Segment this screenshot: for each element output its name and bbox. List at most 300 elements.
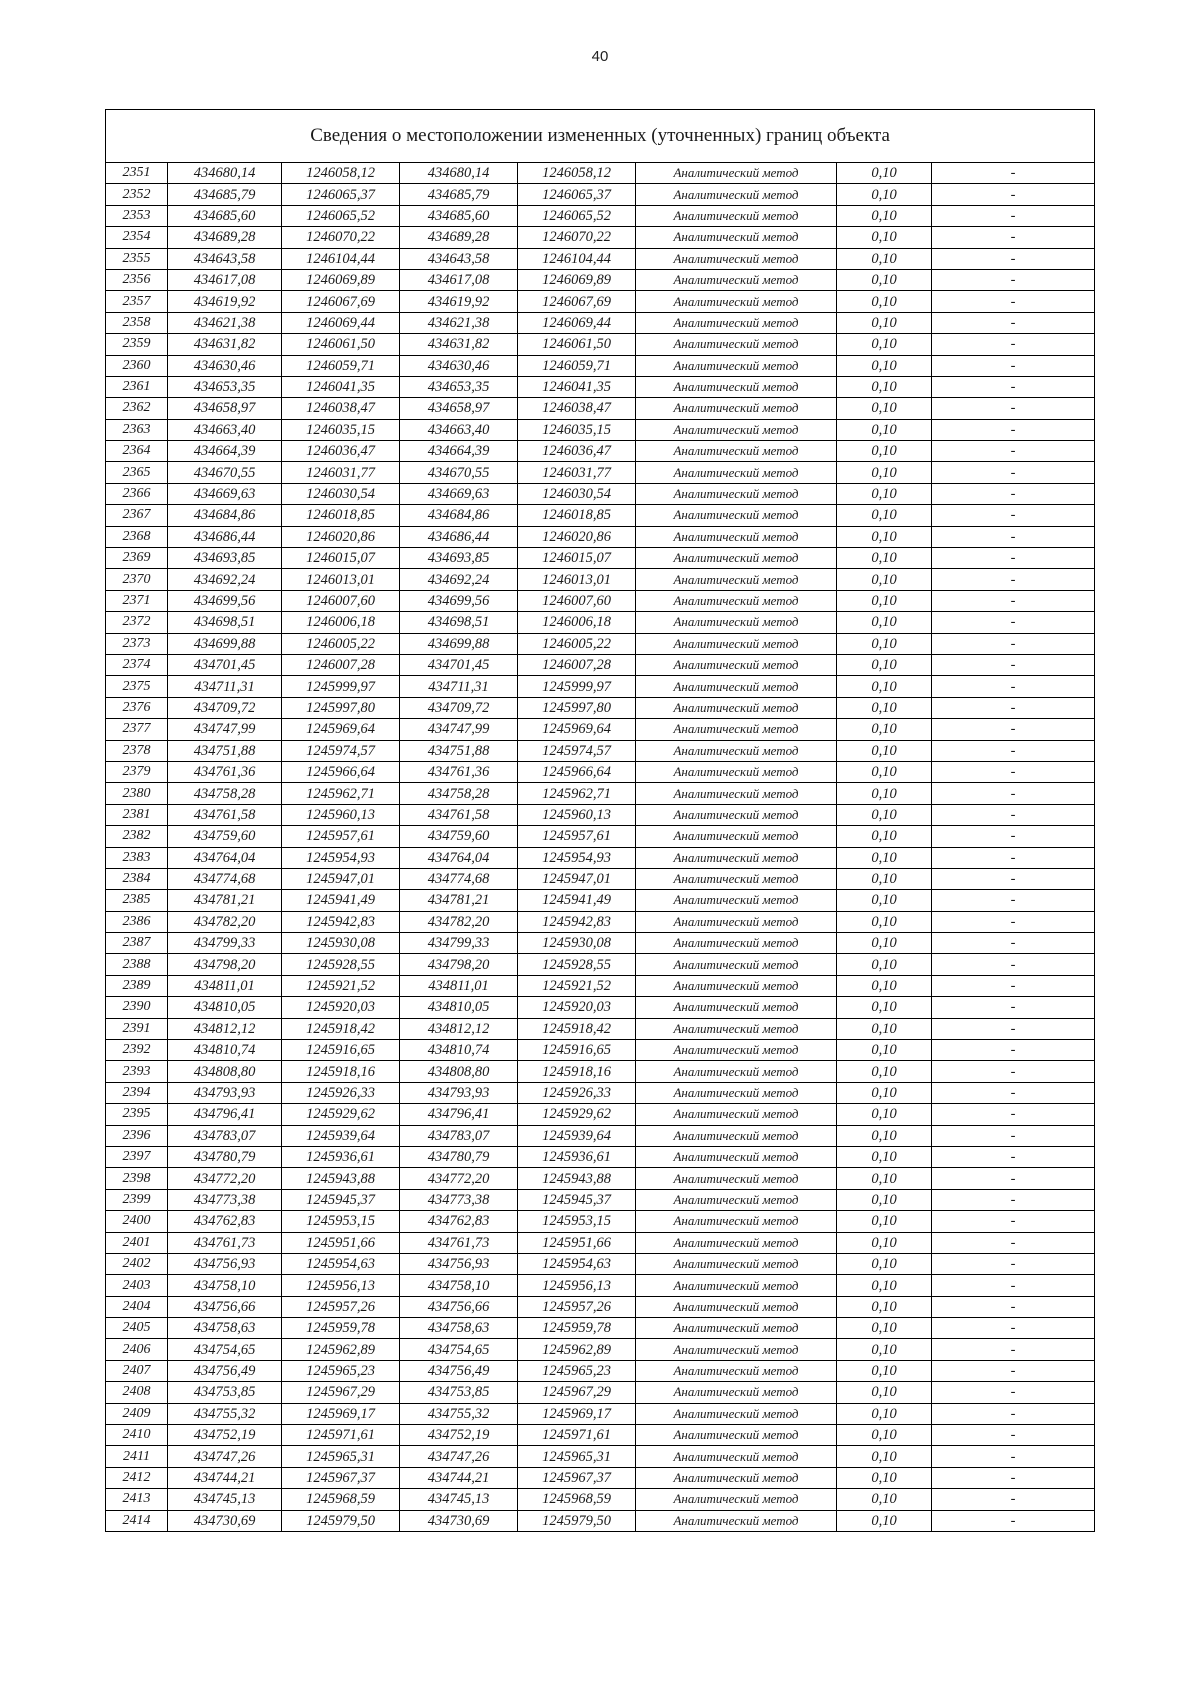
cell-method: Аналитический метод: [636, 1360, 837, 1381]
cell-y-new: 1246018,85: [518, 505, 636, 526]
cell-description: -: [932, 248, 1095, 269]
cell-x-new: 434761,36: [400, 761, 518, 782]
cell-x-old: 434780,79: [168, 1146, 282, 1167]
cell-description: -: [932, 1510, 1095, 1531]
cell-y-old: 1245962,89: [282, 1339, 400, 1360]
cell-x-new: 434753,85: [400, 1382, 518, 1403]
table-row: [106, 975, 1095, 996]
cell-description: -: [932, 312, 1095, 333]
cell-accuracy: 0,10: [837, 1318, 932, 1339]
cell-accuracy: 0,10: [837, 975, 932, 996]
cell-x-old: 434619,92: [168, 291, 282, 312]
cell-x-old: 434658,97: [168, 398, 282, 419]
table-row: [106, 312, 1095, 333]
cell-method: Аналитический метод: [636, 612, 837, 633]
cell-method: Аналитический метод: [636, 184, 837, 205]
cell-x-new: 434669,63: [400, 483, 518, 504]
cell-x-new: 434808,80: [400, 1061, 518, 1082]
cell-point-number: 2365: [106, 462, 168, 483]
cell-method: Аналитический метод: [636, 997, 837, 1018]
cell-x-new: 434692,24: [400, 569, 518, 590]
cell-y-old: 1245929,62: [282, 1104, 400, 1125]
cell-y-old: 1245945,37: [282, 1189, 400, 1210]
cell-accuracy: 0,10: [837, 847, 932, 868]
cell-method: Аналитический метод: [636, 1040, 837, 1061]
cell-y-new: 1246007,60: [518, 590, 636, 611]
cell-accuracy: 0,10: [837, 227, 932, 248]
cell-description: -: [932, 1189, 1095, 1210]
cell-method: Аналитический метод: [636, 933, 837, 954]
cell-x-new: 434686,44: [400, 526, 518, 547]
cell-method: Аналитический метод: [636, 441, 837, 462]
cell-accuracy: 0,10: [837, 1339, 932, 1360]
cell-accuracy: 0,10: [837, 1446, 932, 1467]
cell-accuracy: 0,10: [837, 954, 932, 975]
cell-x-old: 434684,86: [168, 505, 282, 526]
cell-accuracy: 0,10: [837, 548, 932, 569]
cell-point-number: 2353: [106, 205, 168, 226]
cell-description: -: [932, 205, 1095, 226]
table-row: [106, 1510, 1095, 1531]
cell-x-new: 434630,46: [400, 355, 518, 376]
cell-method: Аналитический метод: [636, 1275, 837, 1296]
cell-y-old: 1246041,35: [282, 376, 400, 397]
cell-method: Аналитический метод: [636, 1082, 837, 1103]
cell-y-new: 1245953,15: [518, 1211, 636, 1232]
cell-y-old: 1246038,47: [282, 398, 400, 419]
cell-y-old: 1245997,80: [282, 697, 400, 718]
cell-y-new: 1246041,35: [518, 376, 636, 397]
cell-x-new: 434761,58: [400, 804, 518, 825]
cell-description: -: [932, 1467, 1095, 1488]
cell-y-new: 1245979,50: [518, 1510, 636, 1531]
table-row: [106, 1082, 1095, 1103]
cell-point-number: 2395: [106, 1104, 168, 1125]
cell-description: -: [932, 868, 1095, 889]
table-row: [106, 227, 1095, 248]
cell-point-number: 2411: [106, 1446, 168, 1467]
cell-y-old: 1245942,83: [282, 911, 400, 932]
table-row: [106, 1382, 1095, 1403]
cell-y-new: 1245918,16: [518, 1061, 636, 1082]
cell-y-new: 1246061,50: [518, 334, 636, 355]
cell-y-new: 1246069,44: [518, 312, 636, 333]
cell-y-old: 1245959,78: [282, 1318, 400, 1339]
cell-method: Аналитический метод: [636, 1296, 837, 1317]
cell-y-old: 1245916,65: [282, 1040, 400, 1061]
cell-point-number: 2351: [106, 163, 168, 184]
cell-description: -: [932, 740, 1095, 761]
cell-method: Аналитический метод: [636, 1382, 837, 1403]
cell-x-old: 434755,32: [168, 1403, 282, 1424]
cell-x-old: 434617,08: [168, 269, 282, 290]
cell-accuracy: 0,10: [837, 740, 932, 761]
cell-accuracy: 0,10: [837, 997, 932, 1018]
cell-y-old: 1245930,08: [282, 933, 400, 954]
cell-method: Аналитический метод: [636, 462, 837, 483]
cell-accuracy: 0,10: [837, 1082, 932, 1103]
cell-y-new: 1245967,37: [518, 1467, 636, 1488]
cell-description: -: [932, 911, 1095, 932]
table-row: [106, 1168, 1095, 1189]
cell-description: -: [932, 1446, 1095, 1467]
cell-y-old: 1246005,22: [282, 633, 400, 654]
cell-y-old: 1245979,50: [282, 1510, 400, 1531]
cell-point-number: 2369: [106, 548, 168, 569]
cell-method: Аналитический метод: [636, 205, 837, 226]
table-row: [106, 1040, 1095, 1061]
cell-x-new: 434774,68: [400, 868, 518, 889]
cell-method: Аналитический метод: [636, 1403, 837, 1424]
cell-accuracy: 0,10: [837, 1040, 932, 1061]
cell-description: -: [932, 462, 1095, 483]
cell-description: -: [932, 697, 1095, 718]
cell-x-new: 434664,39: [400, 441, 518, 462]
cell-accuracy: 0,10: [837, 890, 932, 911]
cell-accuracy: 0,10: [837, 590, 932, 611]
cell-description: -: [932, 890, 1095, 911]
cell-accuracy: 0,10: [837, 205, 932, 226]
cell-y-new: 1245921,52: [518, 975, 636, 996]
table-row: [106, 1318, 1095, 1339]
cell-point-number: 2374: [106, 654, 168, 675]
cell-x-new: 434711,31: [400, 676, 518, 697]
cell-accuracy: 0,10: [837, 1125, 932, 1146]
cell-x-old: 434699,56: [168, 590, 282, 611]
table-row: [106, 890, 1095, 911]
cell-description: -: [932, 355, 1095, 376]
cell-y-new: 1245959,78: [518, 1318, 636, 1339]
cell-y-new: 1245965,23: [518, 1360, 636, 1381]
cell-x-old: 434730,69: [168, 1510, 282, 1531]
cell-accuracy: 0,10: [837, 1382, 932, 1403]
cell-description: -: [932, 590, 1095, 611]
cell-method: Аналитический метод: [636, 419, 837, 440]
cell-description: -: [932, 569, 1095, 590]
cell-description: -: [932, 1296, 1095, 1317]
cell-x-old: 434764,04: [168, 847, 282, 868]
cell-y-old: 1245953,15: [282, 1211, 400, 1232]
cell-point-number: 2367: [106, 505, 168, 526]
cell-accuracy: 0,10: [837, 761, 932, 782]
cell-x-old: 434796,41: [168, 1104, 282, 1125]
cell-x-old: 434758,10: [168, 1275, 282, 1296]
cell-x-old: 434781,21: [168, 890, 282, 911]
table-row: [106, 1146, 1095, 1167]
cell-y-new: 1245951,66: [518, 1232, 636, 1253]
cell-description: -: [932, 227, 1095, 248]
cell-method: Аналитический метод: [636, 398, 837, 419]
cell-accuracy: 0,10: [837, 1467, 932, 1488]
cell-point-number: 2380: [106, 783, 168, 804]
cell-y-old: 1245999,97: [282, 676, 400, 697]
cell-x-old: 434698,51: [168, 612, 282, 633]
cell-accuracy: 0,10: [837, 1425, 932, 1446]
cell-description: -: [932, 1211, 1095, 1232]
table-row: [106, 804, 1095, 825]
cell-point-number: 2373: [106, 633, 168, 654]
table-row: [106, 248, 1095, 269]
cell-method: Аналитический метод: [636, 719, 837, 740]
table-row: [106, 569, 1095, 590]
cell-method: Аналитический метод: [636, 1339, 837, 1360]
table-row: [106, 419, 1095, 440]
cell-accuracy: 0,10: [837, 1104, 932, 1125]
cell-y-old: 1245936,61: [282, 1146, 400, 1167]
cell-y-new: 1245969,17: [518, 1403, 636, 1424]
cell-accuracy: 0,10: [837, 355, 932, 376]
cell-y-old: 1245967,29: [282, 1382, 400, 1403]
cell-point-number: 2414: [106, 1510, 168, 1531]
cell-y-new: 1246015,07: [518, 548, 636, 569]
cell-point-number: 2363: [106, 419, 168, 440]
cell-point-number: 2397: [106, 1146, 168, 1167]
cell-x-old: 434753,85: [168, 1382, 282, 1403]
cell-y-old: 1245957,61: [282, 826, 400, 847]
cell-accuracy: 0,10: [837, 334, 932, 355]
cell-x-old: 434761,58: [168, 804, 282, 825]
cell-method: Аналитический метод: [636, 1104, 837, 1125]
cell-accuracy: 0,10: [837, 1168, 932, 1189]
cell-x-old: 434670,55: [168, 462, 282, 483]
cell-y-old: 1246104,44: [282, 248, 400, 269]
cell-accuracy: 0,10: [837, 1403, 932, 1424]
cell-y-old: 1246058,12: [282, 163, 400, 184]
cell-method: Аналитический метод: [636, 1146, 837, 1167]
cell-x-old: 434761,73: [168, 1232, 282, 1253]
cell-x-old: 434811,01: [168, 975, 282, 996]
cell-description: -: [932, 184, 1095, 205]
table-row: [106, 1253, 1095, 1274]
cell-y-new: 1245957,26: [518, 1296, 636, 1317]
cell-method: Аналитический метод: [636, 163, 837, 184]
cell-point-number: 2400: [106, 1211, 168, 1232]
cell-point-number: 2413: [106, 1489, 168, 1510]
cell-description: -: [932, 419, 1095, 440]
cell-x-old: 434747,99: [168, 719, 282, 740]
cell-x-new: 434762,83: [400, 1211, 518, 1232]
cell-point-number: 2372: [106, 612, 168, 633]
cell-description: -: [932, 1360, 1095, 1381]
cell-method: Аналитический метод: [636, 526, 837, 547]
cell-x-new: 434747,26: [400, 1446, 518, 1467]
cell-x-old: 434693,85: [168, 548, 282, 569]
cell-accuracy: 0,10: [837, 826, 932, 847]
table-row: [106, 269, 1095, 290]
cell-y-old: 1245967,37: [282, 1467, 400, 1488]
cell-description: -: [932, 1253, 1095, 1274]
cell-description: -: [932, 398, 1095, 419]
cell-description: -: [932, 1275, 1095, 1296]
cell-x-new: 434619,92: [400, 291, 518, 312]
cell-x-old: 434686,44: [168, 526, 282, 547]
cell-x-old: 434756,93: [168, 1253, 282, 1274]
cell-x-old: 434699,88: [168, 633, 282, 654]
cell-method: Аналитический метод: [636, 868, 837, 889]
cell-point-number: 2371: [106, 590, 168, 611]
cell-description: -: [932, 1061, 1095, 1082]
cell-method: Аналитический метод: [636, 1061, 837, 1082]
cell-point-number: 2392: [106, 1040, 168, 1061]
cell-method: Аналитический метод: [636, 740, 837, 761]
cell-y-new: 1245929,62: [518, 1104, 636, 1125]
cell-method: Аналитический метод: [636, 826, 837, 847]
cell-accuracy: 0,10: [837, 1018, 932, 1039]
cell-method: Аналитический метод: [636, 1211, 837, 1232]
cell-accuracy: 0,10: [837, 1489, 932, 1510]
cell-method: Аналитический метод: [636, 633, 837, 654]
table-row: [106, 291, 1095, 312]
cell-point-number: 2391: [106, 1018, 168, 1039]
table-row: [106, 184, 1095, 205]
table-row: [106, 612, 1095, 633]
cell-accuracy: 0,10: [837, 719, 932, 740]
cell-x-new: 434758,63: [400, 1318, 518, 1339]
cell-x-new: 434709,72: [400, 697, 518, 718]
cell-x-old: 434751,88: [168, 740, 282, 761]
cell-x-new: 434764,04: [400, 847, 518, 868]
cell-y-new: 1245947,01: [518, 868, 636, 889]
cell-x-old: 434758,28: [168, 783, 282, 804]
cell-y-old: 1245965,31: [282, 1446, 400, 1467]
cell-x-new: 434781,21: [400, 890, 518, 911]
table-row: [106, 847, 1095, 868]
cell-x-old: 434709,72: [168, 697, 282, 718]
cell-y-old: 1245939,64: [282, 1125, 400, 1146]
cell-method: Аналитический метод: [636, 654, 837, 675]
cell-y-old: 1246065,37: [282, 184, 400, 205]
cell-point-number: 2356: [106, 269, 168, 290]
cell-x-new: 434756,66: [400, 1296, 518, 1317]
cell-x-old: 434812,12: [168, 1018, 282, 1039]
cell-x-old: 434783,07: [168, 1125, 282, 1146]
table-row: [106, 1211, 1095, 1232]
cell-method: Аналитический метод: [636, 1467, 837, 1488]
cell-accuracy: 0,10: [837, 1146, 932, 1167]
cell-x-old: 434808,80: [168, 1061, 282, 1082]
table-row: [106, 1360, 1095, 1381]
table-row: [106, 697, 1095, 718]
cell-point-number: 2402: [106, 1253, 168, 1274]
cell-x-old: 434631,82: [168, 334, 282, 355]
cell-x-new: 434617,08: [400, 269, 518, 290]
cell-x-new: 434756,93: [400, 1253, 518, 1274]
cell-x-new: 434812,12: [400, 1018, 518, 1039]
cell-y-new: 1245974,57: [518, 740, 636, 761]
cell-method: Аналитический метод: [636, 911, 837, 932]
cell-x-old: 434762,83: [168, 1211, 282, 1232]
cell-point-number: 2382: [106, 826, 168, 847]
cell-description: -: [932, 376, 1095, 397]
cell-accuracy: 0,10: [837, 1061, 932, 1082]
cell-accuracy: 0,10: [837, 1360, 932, 1381]
cell-point-number: 2361: [106, 376, 168, 397]
cell-x-new: 434758,10: [400, 1275, 518, 1296]
cell-accuracy: 0,10: [837, 654, 932, 675]
cell-x-new: 434755,32: [400, 1403, 518, 1424]
cell-point-number: 2355: [106, 248, 168, 269]
cell-accuracy: 0,10: [837, 462, 932, 483]
cell-description: -: [932, 334, 1095, 355]
cell-y-old: 1246061,50: [282, 334, 400, 355]
cell-y-new: 1245943,88: [518, 1168, 636, 1189]
cell-x-old: 434664,39: [168, 441, 282, 462]
cell-accuracy: 0,10: [837, 1211, 932, 1232]
cell-y-old: 1246007,60: [282, 590, 400, 611]
cell-x-old: 434810,05: [168, 997, 282, 1018]
cell-description: -: [932, 1425, 1095, 1446]
cell-x-new: 434773,38: [400, 1189, 518, 1210]
cell-y-old: 1246065,52: [282, 205, 400, 226]
cell-y-old: 1246007,28: [282, 654, 400, 675]
cell-y-new: 1245941,49: [518, 890, 636, 911]
cell-y-old: 1246018,85: [282, 505, 400, 526]
cell-point-number: 2405: [106, 1318, 168, 1339]
cell-method: Аналитический метод: [636, 569, 837, 590]
cell-x-new: 434745,13: [400, 1489, 518, 1510]
table-row: [106, 505, 1095, 526]
cell-x-new: 434810,05: [400, 997, 518, 1018]
cell-point-number: 2406: [106, 1339, 168, 1360]
cell-method: Аналитический метод: [636, 975, 837, 996]
cell-x-old: 434793,93: [168, 1082, 282, 1103]
cell-y-new: 1245930,08: [518, 933, 636, 954]
cell-point-number: 2376: [106, 697, 168, 718]
cell-y-new: 1246035,15: [518, 419, 636, 440]
cell-accuracy: 0,10: [837, 312, 932, 333]
cell-description: -: [932, 783, 1095, 804]
cell-accuracy: 0,10: [837, 163, 932, 184]
cell-x-old: 434692,24: [168, 569, 282, 590]
cell-point-number: 2389: [106, 975, 168, 996]
cell-accuracy: 0,10: [837, 633, 932, 654]
cell-accuracy: 0,10: [837, 291, 932, 312]
cell-y-new: 1246069,89: [518, 269, 636, 290]
cell-method: Аналитический метод: [636, 1018, 837, 1039]
cell-x-new: 434693,85: [400, 548, 518, 569]
cell-method: Аналитический метод: [636, 783, 837, 804]
cell-x-old: 434653,35: [168, 376, 282, 397]
cell-x-old: 434663,40: [168, 419, 282, 440]
cell-method: Аналитический метод: [636, 1510, 837, 1531]
cell-x-old: 434701,45: [168, 654, 282, 675]
cell-point-number: 2378: [106, 740, 168, 761]
cell-x-new: 434756,49: [400, 1360, 518, 1381]
cell-x-old: 434782,20: [168, 911, 282, 932]
cell-x-old: 434761,36: [168, 761, 282, 782]
cell-method: Аналитический метод: [636, 1318, 837, 1339]
cell-method: Аналитический метод: [636, 1232, 837, 1253]
cell-x-old: 434630,46: [168, 355, 282, 376]
cell-x-old: 434752,19: [168, 1425, 282, 1446]
cell-x-old: 434773,38: [168, 1189, 282, 1210]
cell-x-new: 434744,21: [400, 1467, 518, 1488]
cell-y-new: 1245997,80: [518, 697, 636, 718]
cell-x-new: 434796,41: [400, 1104, 518, 1125]
cell-point-number: 2360: [106, 355, 168, 376]
cell-x-new: 434670,55: [400, 462, 518, 483]
cell-y-old: 1245947,01: [282, 868, 400, 889]
cell-y-new: 1246020,86: [518, 526, 636, 547]
table-row: [106, 740, 1095, 761]
cell-point-number: 2386: [106, 911, 168, 932]
cell-y-old: 1245941,49: [282, 890, 400, 911]
cell-x-new: 434747,99: [400, 719, 518, 740]
cell-x-new: 434751,88: [400, 740, 518, 761]
table-row: [106, 826, 1095, 847]
cell-description: -: [932, 548, 1095, 569]
cell-y-new: 1245916,65: [518, 1040, 636, 1061]
